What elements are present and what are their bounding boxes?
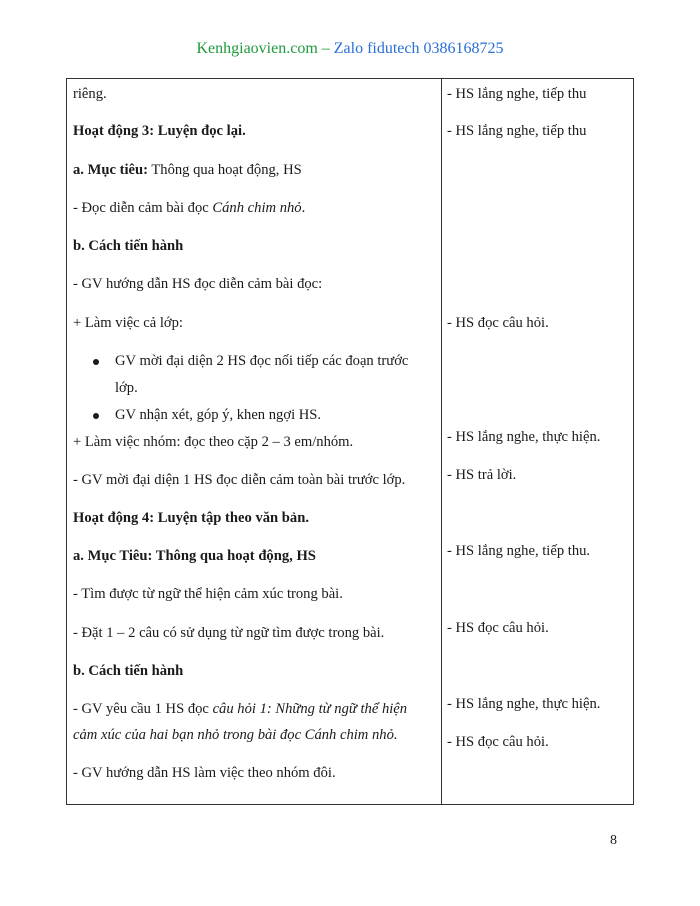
- bullet-icon: [93, 413, 99, 419]
- column-divider: [441, 79, 442, 804]
- right-line-5: - HS trả lời.: [447, 467, 517, 483]
- left-line-9: - GV mời đại diện 1 HS đọc diễn cảm toàn bài trước lớp.: [73, 472, 406, 488]
- right-line-3: - HS đọc câu hỏi.: [447, 315, 549, 331]
- bullet-2: GV nhận xét, góp ý, khen ngợi HS.: [115, 407, 322, 423]
- objective-3-item: [73, 199, 305, 217]
- right-line-8: - HS lắng nghe, thực hiện.: [447, 696, 601, 712]
- objective-3-text: Thông qua hoạt động, HS: [147, 162, 302, 178]
- lesson-table: [66, 78, 634, 805]
- left-line-15-b: câu hỏi 1: Những từ ngữ thể hiện: [212, 701, 408, 717]
- page-number: 8: [610, 833, 617, 848]
- activity-4-heading: Hoạt động 4: Luyện tập theo văn bản.: [73, 510, 309, 526]
- left-line-15-a: - GV yêu cầu 1 HS đọc: [73, 701, 213, 717]
- header-separator: –: [317, 40, 334, 57]
- bullet-1-line-2: lớp.: [115, 380, 138, 396]
- objective-4: a. Mục Tiêu: Thông qua hoạt động, HS: [73, 548, 316, 564]
- procedure-4-heading: b. Cách tiến hành: [73, 663, 184, 679]
- header-site: Kenhgiaovien.com: [196, 40, 318, 57]
- objective-3-item-title: Cánh chim nhỏ: [212, 200, 302, 216]
- header-contact: Zalo fidutech 0386168725: [333, 40, 504, 57]
- right-line-4: - HS lắng nghe, thực hiện.: [447, 429, 601, 445]
- right-line-2: - HS lắng nghe, tiếp thu: [447, 123, 587, 139]
- left-line-16: cảm xúc của hai bạn nhỏ trong bài đọc Cánh chim nhỏ.: [73, 727, 398, 743]
- left-line-6: - GV hướng dẫn HS đọc diễn cảm bài đọc:: [73, 276, 323, 292]
- right-line-9: - HS đọc câu hỏi.: [447, 734, 549, 750]
- left-line-7: + Làm việc cả lớp:: [73, 315, 183, 331]
- bullet-1-line-1: GV mời đại diện 2 HS đọc nối tiếp các đoạn trước: [115, 353, 409, 369]
- right-line-6: - HS lắng nghe, tiếp thu.: [447, 543, 591, 559]
- left-line-1: riêng.: [73, 86, 107, 102]
- right-line-1: - HS lắng nghe, tiếp thu: [447, 86, 587, 102]
- objective-3-label: a. Mục tiêu:: [73, 162, 148, 178]
- procedure-3-heading: b. Cách tiến hành: [73, 238, 184, 254]
- left-line-13: - Đặt 1 – 2 câu có sử dụng từ ngữ tìm được trong bài.: [73, 625, 385, 641]
- left-line-17: - GV hướng dẫn HS làm việc theo nhóm đôi.: [73, 765, 336, 781]
- right-line-7: - HS đọc câu hỏi.: [447, 620, 549, 636]
- objective-3-item-c: .: [301, 200, 306, 216]
- left-line-15: [73, 700, 407, 718]
- bullet-icon: [93, 359, 99, 365]
- page-header: [0, 40, 700, 58]
- left-line-12: - Tìm được từ ngữ thể hiện cảm xúc trong bài.: [73, 586, 343, 602]
- activity-3-heading: Hoạt động 3: Luyện đọc lại.: [73, 123, 246, 139]
- objective-3-item-a: - Đọc diễn cảm bài đọc: [73, 200, 213, 216]
- objective-3: [73, 161, 302, 179]
- left-line-8: + Làm việc nhóm: đọc theo cặp 2 – 3 em/nhóm.: [73, 434, 354, 450]
